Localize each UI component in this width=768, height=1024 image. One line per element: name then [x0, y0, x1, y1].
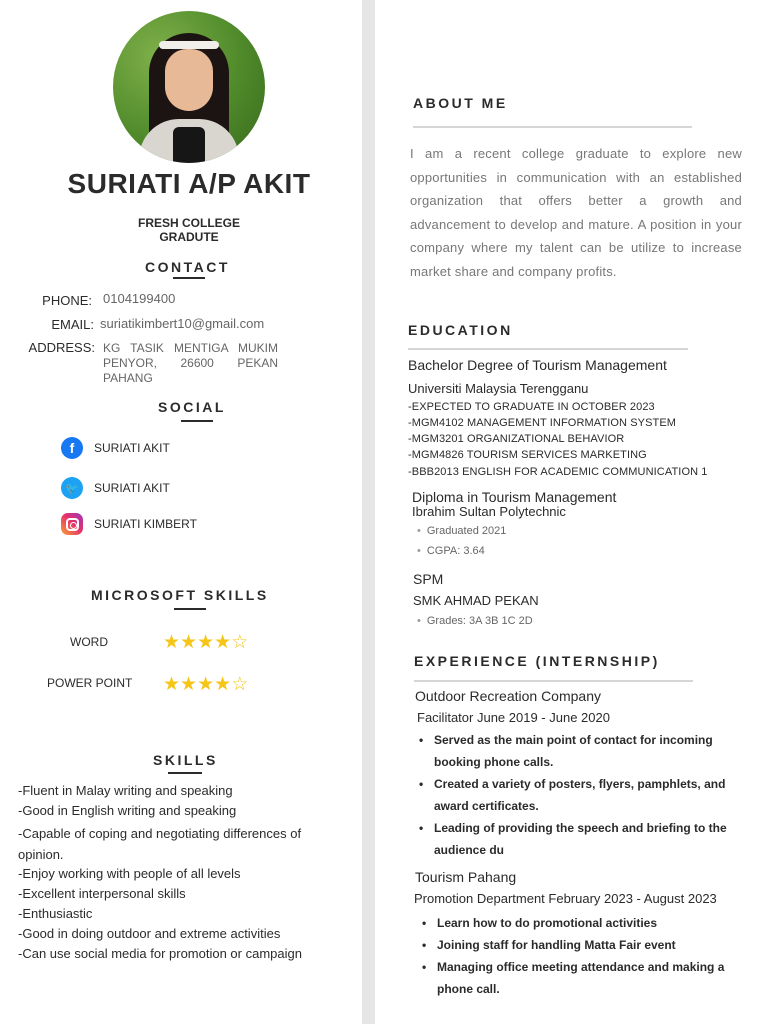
skill-item: -Good in doing outdoor and extreme activities	[18, 926, 281, 941]
rating-word	[163, 631, 248, 654]
job-company: Outdoor Recreation Company	[415, 688, 601, 704]
star-filled-icon: ★	[197, 632, 215, 653]
degree-school: Universiti Malaysia Terengganu	[408, 381, 589, 396]
address-label: ADDRESS:	[28, 340, 95, 355]
avatar-face	[165, 49, 213, 111]
skill-item: -Excellent interpersonal skills	[18, 886, 186, 901]
job-point: • Joining staff for handling Matta Fair event	[417, 934, 747, 956]
skill-item: -Good in English writing and speaking	[18, 803, 237, 818]
degree-title: Bachelor Degree of Tourism Management	[408, 357, 667, 373]
spm-point: • Grades: 3A 3B 1C 2D	[417, 615, 533, 627]
job-role: Promotion Department February 2023 - August 2023	[414, 891, 717, 906]
star-filled-icon: ★	[163, 632, 181, 653]
email-value[interactable]: suriatikimbert10@gmail.com	[100, 316, 265, 331]
avatar-shirt	[173, 127, 205, 163]
microsoft-skills-rule	[174, 608, 206, 610]
spm-title: SPM	[413, 571, 444, 587]
education-heading: EDUCATION	[408, 322, 513, 338]
job-point: • Leading of providing the speech and briefing to the audience du	[414, 817, 744, 861]
course-item: -MGM4826 TOURISM SERVICES MARKETING	[408, 449, 647, 461]
social-label: SURIATI KIMBERT	[94, 517, 197, 531]
job-point: • Served as the main point of contact for incoming booking phone calls.	[414, 729, 744, 773]
about-heading: ABOUT ME	[413, 95, 508, 111]
star-empty-icon: ☆	[231, 674, 249, 695]
star-filled-icon: ★	[214, 632, 232, 653]
about-text: I am a recent college graduate to explore new opportunities in communication with an established organization that offers better a growth and advancement to develop and mature. A position in your company where my talent can be utilize to increase market share and company profits.	[410, 146, 742, 279]
job-point: • Learn how to do promotional activities	[417, 912, 747, 934]
skill-item: -Fluent in Malay writing and speaking	[18, 783, 233, 798]
job-role: Facilitator June 2019 - June 2020	[417, 710, 610, 725]
avatar	[113, 11, 265, 163]
job-points	[414, 729, 744, 861]
social-label: SURIATI AKIT	[94, 441, 170, 455]
diploma-point: • CGPA: 3.64	[417, 545, 485, 557]
experience-heading: EXPERIENCE (INTERNSHIP)	[414, 653, 660, 669]
instagram-icon	[61, 513, 83, 535]
skill-label-word: WORD	[70, 635, 108, 649]
course-item: -BBB2013 ENGLISH FOR ACADEMIC COMMUNICATION 1	[408, 466, 708, 478]
social-item-facebook[interactable]	[61, 437, 170, 459]
course-item: -MGM4102 MANAGEMENT INFORMATION SYSTEM	[408, 417, 677, 429]
rating-powerpoint	[163, 673, 248, 696]
contact-rule	[173, 277, 205, 279]
contact-heading: CONTACT	[145, 259, 230, 275]
skills-heading: SKILLS	[153, 752, 218, 768]
skill-item: -Enthusiastic	[18, 906, 93, 921]
star-filled-icon: ★	[214, 674, 232, 695]
phone-value[interactable]: 0104199400	[103, 291, 176, 306]
course-item: -EXPECTED TO GRADUATE IN OCTOBER 2023	[408, 401, 655, 413]
skill-label-powerpoint: POWER POINT	[47, 676, 133, 690]
profile-title	[130, 216, 248, 244]
profile-name: SURIATI A/P AKIT	[67, 168, 311, 199]
facebook-icon: f	[61, 437, 83, 459]
diploma-title: Diploma in Tourism Management	[412, 489, 617, 505]
star-filled-icon: ★	[180, 674, 198, 695]
education-rule	[408, 348, 688, 350]
job-points	[417, 912, 747, 1000]
diploma-school: Ibrahim Sultan Polytechnic	[412, 504, 566, 519]
star-filled-icon: ★	[197, 674, 215, 695]
social-rule	[181, 420, 213, 422]
star-empty-icon: ☆	[231, 632, 249, 653]
job-point: • Created a variety of posters, flyers, pamphlets, and award certificates.	[414, 773, 744, 817]
social-label: SURIATI AKIT	[94, 481, 170, 495]
email-label: EMAIL:	[51, 317, 94, 332]
job-point: • Managing office meeting attendance and making a phone call.	[417, 956, 747, 1000]
phone-label: PHONE:	[42, 293, 92, 308]
star-filled-icon: ★	[163, 674, 181, 695]
skill-item: -Capable of coping and negotiating differences of opinion.	[18, 826, 302, 862]
avatar-headband	[159, 41, 219, 49]
skill-item: -Can use social media for promotion or campaign	[18, 946, 302, 961]
star-filled-icon: ★	[180, 632, 198, 653]
social-heading: SOCIAL	[158, 399, 226, 415]
about-rule	[413, 126, 692, 128]
job-company: Tourism Pahang	[415, 869, 517, 885]
twitter-icon: 🐦	[61, 477, 83, 499]
address-value: KG TASIK MENTIGA MUKIM PENYOR, 26600 PEKAN PAHANG	[103, 341, 278, 385]
social-item-twitter[interactable]	[61, 477, 170, 499]
spm-school: SMK AHMAD PEKAN	[413, 593, 539, 608]
social-item-instagram[interactable]	[61, 513, 197, 535]
skills-list	[18, 781, 338, 964]
diploma-point: • Graduated 2021	[417, 525, 506, 537]
column-divider	[362, 0, 375, 1024]
microsoft-skills-heading: MICROSOFT SKILLS	[91, 587, 269, 603]
skills-rule	[168, 772, 202, 774]
profile-title-line2: GRADUTE	[159, 230, 219, 244]
experience-rule	[414, 680, 693, 682]
course-item: -MGM3201 ORGANIZATIONAL BEHAVIOR	[408, 433, 625, 445]
profile-title-line1: FRESH COLLEGE	[137, 216, 240, 230]
skill-item: -Enjoy working with people of all levels	[18, 866, 241, 881]
